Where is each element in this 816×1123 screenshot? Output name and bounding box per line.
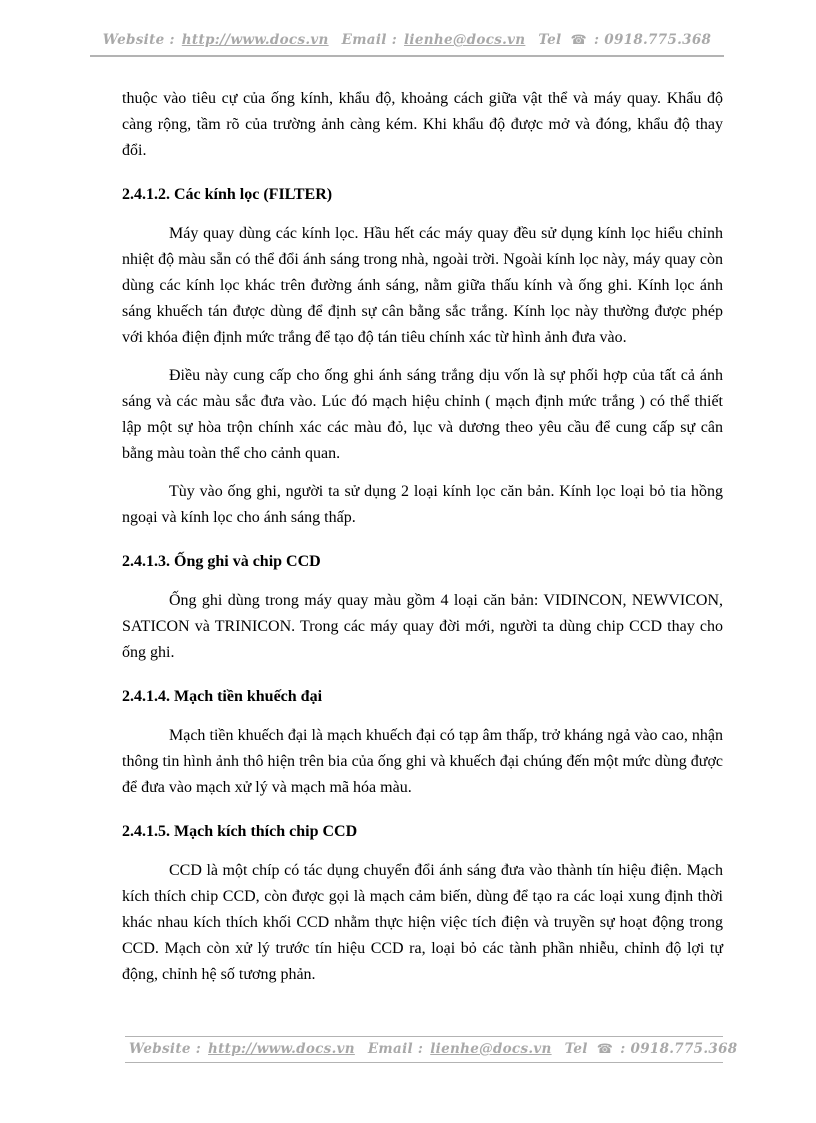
phone-icon: ☎ xyxy=(570,33,587,48)
paragraph: Mạch tiền khuếch đại là mạch khuếch đại có tạp âm thấp, trở kháng ngả vào cao, nhận thông tin hình ảnh thô hiện trên bia của ống ghi và khuếch đại chúng đến một mức dùng được để đưa vào mạch xử lý và mạch mã hóa màu. xyxy=(122,727,723,796)
website-label: Website : xyxy=(129,1041,202,1057)
paragraph: Tùy vào ống ghi, người ta sử dụng 2 loại kính lọc căn bản. Kính lọc loại bỏ tia hồng ngoại và kính lọc cho ánh sáng thấp. xyxy=(122,483,723,526)
website-label: Website : xyxy=(102,32,175,48)
email-segment xyxy=(368,1041,557,1057)
tel-segment xyxy=(565,1041,738,1057)
email-label: Email : xyxy=(367,1041,424,1057)
page-header xyxy=(90,32,724,57)
website-link[interactable]: http://www.docs.vn xyxy=(181,32,329,48)
section-heading-ccd-driver: 2.4.1.5. Mạch kích thích chip CCD xyxy=(122,823,358,840)
email-link[interactable]: lienhe@docs.vn xyxy=(403,32,526,48)
website-segment xyxy=(129,1041,360,1057)
paragraph: thuộc vào tiêu cự của ống kính, khẩu độ, khoảng cách giữa vật thể và máy quay. Khẩu độ càng rộng, tầm rõ của trường ảnh càng kém. Khi khẩu độ được mở và đóng, khẩu độ thay đổi. xyxy=(122,90,723,159)
email-link[interactable]: lienhe@docs.vn xyxy=(430,1041,552,1057)
tel-label: Tel xyxy=(564,1041,588,1057)
tel-label: Tel xyxy=(538,32,562,48)
document-body xyxy=(122,86,723,1000)
paragraph: CCD là một chíp có tác dụng chuyển đổi ánh sáng đưa vào thành tín hiệu điện. Mạch kích thích chip CCD, còn được gọi là mạch cảm biến, dùng để tạo ra các loại xung định thời khác nhau kích thích khối CCD nhằm thực hiện việc tích điện và truyền sự hoạt động trong CCD. Mạch còn xử lý trước tín hiệu CCD ra, loại bỏ các tành phần nhiễu, chỉnh độ lợi tự động, chỉnh hệ số tương phản. xyxy=(122,862,723,983)
tel-number: : 0918.775.368 xyxy=(594,32,712,48)
paragraph: Điều này cung cấp cho ống ghi ánh sáng trắng dịu vốn là sự phối hợp của tất cả ánh sáng và các màu sắc đưa vào. Lúc đó mạch hiệu chỉnh ( mạch định mức trắng ) có thể thiết lập một sự hòa trộn chính xác các màu đỏ, lục và dương theo yêu cầu để cung cấp sự cân bằng màu toàn thể cho cảnh quan. xyxy=(122,367,723,462)
phone-icon: ☎ xyxy=(596,1042,614,1057)
email-label: Email : xyxy=(341,32,397,48)
paragraph: Máy quay dùng các kính lọc. Hầu hết các máy quay đều sử dụng kính lọc hiểu chỉnh nhiệt độ màu sẵn có thể đổi ánh sáng trong nhà, ngoài trời. Ngoài kính lọc này, máy quay còn dùng các kính lọc khác trên đường ánh sáng, nằm giữa thấu kính và ống ghi. Kính lọc ánh sáng khuếch tán được dùng để định sự cân bằng sắc trắng. Kính lọc này thường được phép với khóa điện định mức trắng để tạo độ tán tiêu chính xác từ hình ảnh đưa vào. xyxy=(122,225,723,346)
paragraph: Ống ghi dùng trong máy quay màu gồm 4 loại căn bản: VIDINCON, NEWVICON, SATICON và TRINICON. Trong các máy quay đời mới, người ta dùng chip CCD thay cho ống ghi. xyxy=(122,592,723,661)
page-footer xyxy=(125,1036,738,1063)
tel-segment xyxy=(538,32,711,48)
website-segment xyxy=(103,32,334,48)
section-heading-filters: 2.4.1.2. Các kính lọc (FILTER) xyxy=(122,186,333,203)
section-heading-tube-ccd: 2.4.1.3. Ống ghi và chip CCD xyxy=(122,553,321,570)
website-link[interactable]: http://www.docs.vn xyxy=(208,1041,355,1057)
section-heading-preamp: 2.4.1.4. Mạch tiền khuếch đại xyxy=(122,688,323,705)
email-segment xyxy=(342,32,531,48)
tel-number: : 0918.775.368 xyxy=(620,1041,738,1057)
